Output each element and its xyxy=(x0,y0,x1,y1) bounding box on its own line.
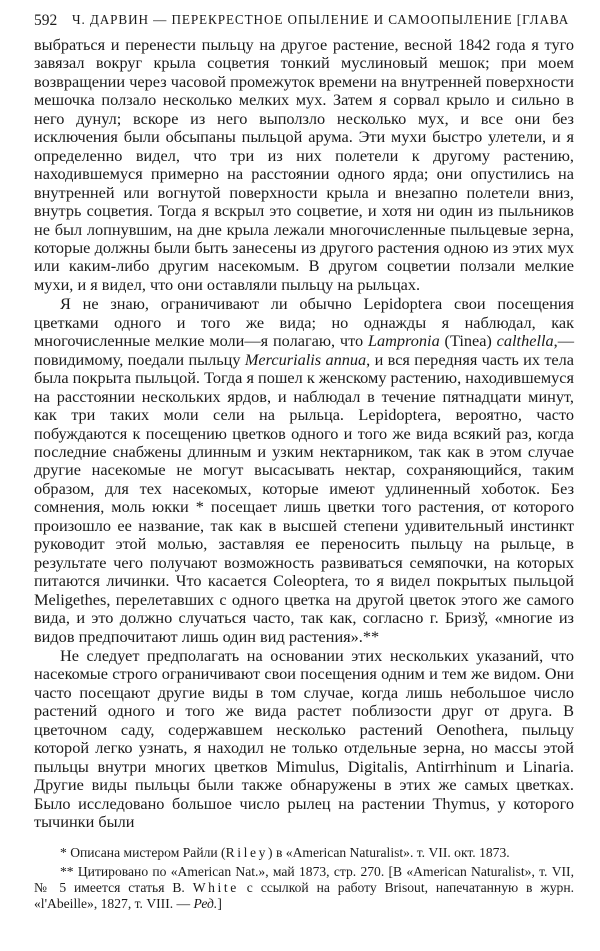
text-run: ** Цитировано по «American Nat.», май 1873, стр. 270. [В «American Naturalist», т. VII, № 5 имеется статья В. xyxy=(34,863,574,895)
text-run: ) в «American Naturalist». т. VII. окт. 1873. xyxy=(268,845,510,861)
text-run: выбраться и перенести пыльцу на другое растение, весной 1842 года я туго завязал вокруг крыла соцветия тонкий муслиновый мешок; при моем возвращении через часовой промежуток времени на внутренней поверхности мешочка ползало несколько мелких мух. Затем я сорвал крыло и сильно в него дунул; вскоре из него выползло несколько мух, и все они без исключения были обсыпаны пыльцой арума. Эти мухи быстро улетели, и я определенно видел, что три из них полетели к другому растению, находившемуся примерно на расстоянии одного ярда; они опустились на внутренней или вогнутой поверхности крыла и внезапно полетели вниз, внутрь соцветия. Тогда я вскрыл это соцветие, и хотя ни один из пыльников не был лопнувшим, на дне крыла лежали многочисленные пыльцевые зерна, которые должны были быть занесены из другого растения одною из этих мух или каким-либо другим насекомым. В другом соцветии ползали мелкие мухи, и я видел, что они оставляли пыльцу на рыльцах. xyxy=(34,35,574,294)
running-head xyxy=(34,12,574,36)
text-run: * Описана мистером Райли ( xyxy=(60,845,226,861)
paragraph xyxy=(34,295,574,646)
italic-text: Lampronia xyxy=(367,331,440,351)
running-title: Ч. ДАРВИН — ПЕРЕКРЕСТНОЕ ОПЫЛЕНИЕ И САМООПЫЛЕНИЕ [ГЛАВА xyxy=(72,12,570,27)
footnote xyxy=(34,864,574,913)
spaced-text: White xyxy=(192,879,239,895)
footnote xyxy=(34,845,574,861)
text-run: (Tinea) xyxy=(439,331,497,351)
text-run: , и вся передняя часть их тела была покрыта пыльцой. Тогда я пошел к женскому растению, находившемуся на расстоянии нескольких ярдов, и наблюдал в течение пятнадцати минут, как три таких моли сели на рыльца. Lepidoptera, вероятно, часто побуждаются к посещению цветков одного и того же вида всякий раз, когда последние снабжены длинным и узким нектарником, так как в этом случае другие насекомые не могут высасывать нектар, сохраняющийся, таким образом, для тех насекомых, которые имеют удлиненный хоботок. Без сомнения, моль юкки * посещает лишь цветки того растения, от которого произошло ее название, так как в высшей степени удивительный инстинкт руководит этой молью, заставляя ее переносить пыльцу на рыльце, в результате чего получают возможность развиваться семяпочки, на которых питаются личинки. Что касается Coleoptera, то я видел покрытых пыльцой Meligethes, перелетавших с одного цветка на другой цветок этого же самого вида, и это должно случаться часто, так как, согласно г. Бризў, «многие из видов предпочитают лишь один вид растения».** xyxy=(34,349,575,646)
text-run: Не следует предполагать на основании этих нескольких указаний, что насекомые строго ограничивают свои посещения одним и тем же видом. Они часто посещают другие виды в том случае, когда лишь небольшое число растений одного и того же вида растет поблизости друг от друга. В цветочном саду, содержавшем несколько растений Oenothera, пыльцу которой легко узнать, я находил не только отдельные зерна, но массы этой пыльцы внутри многих цветков Mimulus, Digitalis, Antirrhinum и Linaria. Другие виды пыльцы были также обнаружены в этих же самых цветках. Было исследовано большое число рылец на растении Thymus, у которого тычинки были xyxy=(34,645,574,832)
body-text xyxy=(34,36,574,831)
book-page xyxy=(34,12,574,914)
page-number: 592 xyxy=(34,12,58,29)
italic-text: Mercurialis annua xyxy=(244,349,367,369)
italic-text: calthella xyxy=(496,331,554,351)
text-run: ,— повидимому, поедали пыльцу xyxy=(34,331,574,369)
spaced-text: Riley xyxy=(225,845,269,861)
text-run: ] xyxy=(217,896,222,912)
text-run: Я не знаю, ограничивают ли обычно Lepidoptera свои посещения цветками одного и того же вида; но однажды я наблюдал, как многочисленные мелкие моли—я полагаю, что xyxy=(34,294,574,351)
footnotes xyxy=(34,845,574,912)
paragraph xyxy=(34,36,574,294)
text-run: с ссылкой на работу Brisout, напечатанную в журн. «l'Abeille», 1827, т. VIII. — xyxy=(34,879,574,912)
italic-text: Ред. xyxy=(193,896,218,912)
paragraph xyxy=(34,647,574,832)
